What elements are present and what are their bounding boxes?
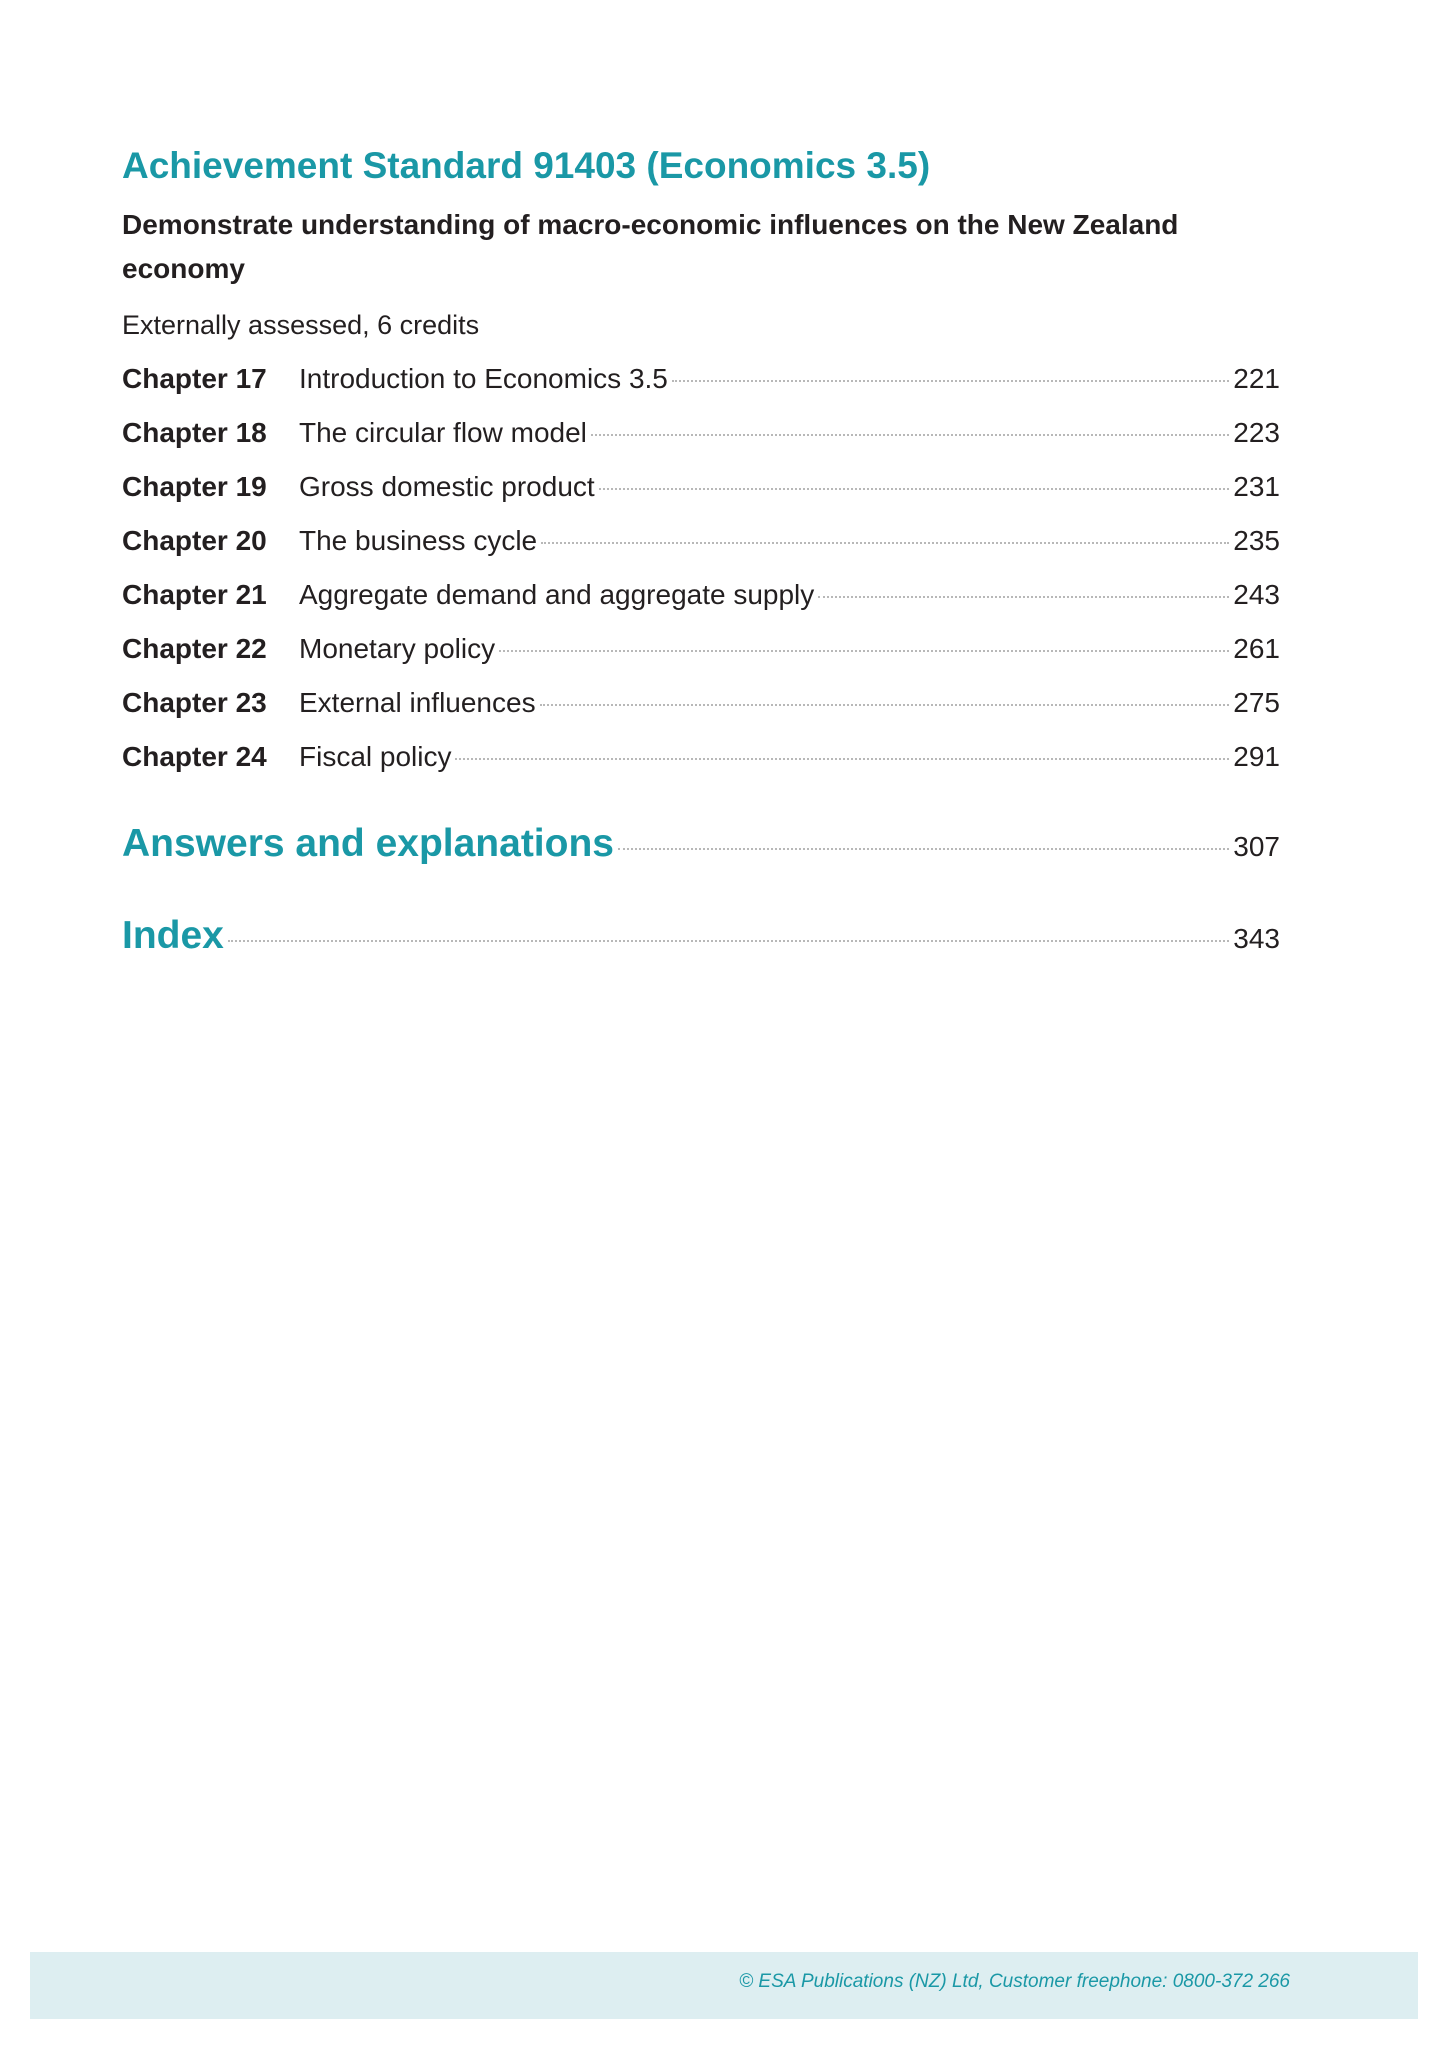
page-number: 223 <box>1233 417 1280 448</box>
chapter-title: Fiscal policy <box>299 741 452 772</box>
chapter-label: Chapter 23 <box>122 687 267 718</box>
dot-leader <box>499 650 1229 652</box>
chapter-title: Monetary policy <box>299 633 496 664</box>
chapter-label: Chapter 17 <box>122 363 267 394</box>
page-number: 231 <box>1233 471 1280 502</box>
toc-row-index[interactable] <box>122 911 1280 971</box>
chapter-label: Chapter 22 <box>122 633 267 664</box>
assessment-note: Externally assessed, 6 credits <box>122 310 480 340</box>
toc-row-chapter-19[interactable] <box>122 467 1280 521</box>
chapter-label: Chapter 19 <box>122 471 267 502</box>
chapter-title: Aggregate demand and aggregate supply <box>299 579 815 610</box>
chapter-title: External influences <box>299 687 536 718</box>
page-number: 291 <box>1233 741 1280 772</box>
toc-row-chapter-22[interactable] <box>122 629 1280 683</box>
dot-leader <box>618 848 1229 850</box>
toc-row-chapter-20[interactable] <box>122 521 1280 575</box>
standard-subtitle: Demonstrate understanding of macro-economic influences on the New Zealand economy <box>122 209 1179 284</box>
dot-leader <box>599 488 1230 490</box>
answers-title: Answers and explanations <box>122 822 614 865</box>
chapter-title: Introduction to Economics 3.5 <box>299 363 668 394</box>
page-number: 275 <box>1233 687 1280 718</box>
page-number: 243 <box>1233 579 1280 610</box>
dot-leader <box>672 380 1229 382</box>
footer-copyright: © ESA Publications (NZ) Ltd, Customer freephone: 0800-372 266 <box>739 1971 1290 1992</box>
toc-row-chapter-24[interactable] <box>122 737 1280 791</box>
dot-leader <box>541 542 1229 544</box>
chapter-label: Chapter 24 <box>122 741 267 772</box>
toc-row-answers[interactable] <box>122 819 1280 911</box>
chapter-label: Chapter 21 <box>122 579 267 610</box>
page-number: 307 <box>1233 831 1280 862</box>
footer-band <box>30 1952 1418 2019</box>
toc-row-chapter-21[interactable] <box>122 575 1280 629</box>
chapter-title: The business cycle <box>299 525 538 556</box>
dot-leader <box>455 758 1229 760</box>
page-number: 221 <box>1233 363 1280 394</box>
index-title: Index <box>122 914 224 957</box>
dot-leader <box>540 704 1230 706</box>
chapter-list <box>122 359 1280 791</box>
dot-leader <box>818 596 1229 598</box>
toc-row-chapter-17[interactable] <box>122 359 1280 413</box>
standard-title: Achievement Standard 91403 (Economics 3.5) <box>122 145 931 186</box>
page-number: 235 <box>1233 525 1280 556</box>
chapter-label: Chapter 18 <box>122 417 267 448</box>
dot-leader <box>591 434 1229 436</box>
table-of-contents <box>122 142 1280 971</box>
page-number: 261 <box>1233 633 1280 664</box>
page-number: 343 <box>1233 923 1280 954</box>
toc-row-chapter-18[interactable] <box>122 413 1280 467</box>
dot-leader <box>228 940 1229 942</box>
chapter-title: Gross domestic product <box>299 471 595 502</box>
chapter-title: The circular flow model <box>299 417 587 448</box>
chapter-label: Chapter 20 <box>122 525 267 556</box>
toc-row-chapter-23[interactable] <box>122 683 1280 737</box>
